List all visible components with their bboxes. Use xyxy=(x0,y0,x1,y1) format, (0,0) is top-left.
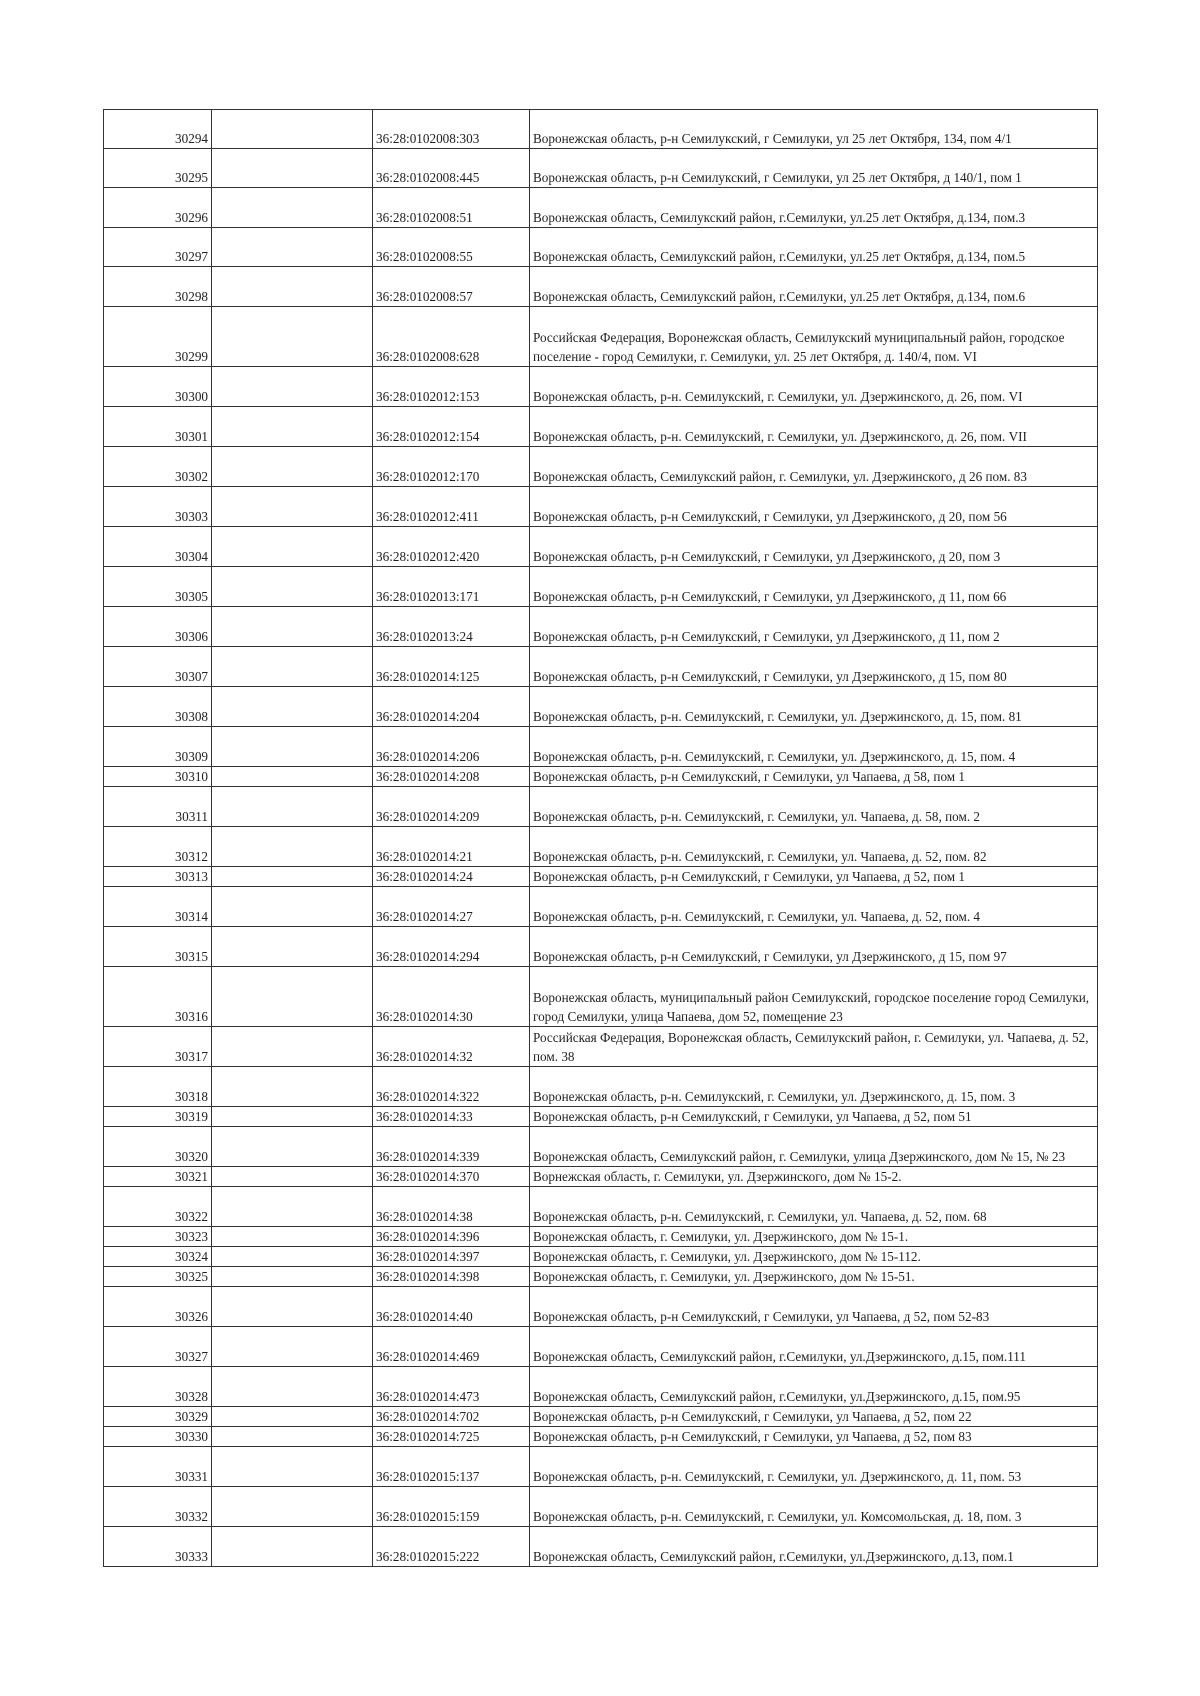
cadastral-number-cell: 36:28:0102014:24 xyxy=(373,867,530,887)
empty-cell xyxy=(212,228,373,267)
empty-cell xyxy=(212,1487,373,1527)
address-cell: Воронежская область, муниципальный район Семилукский, городское поселение город Семилуки, город Семилуки, улица Чапаева, дом 52, помещение 23 xyxy=(530,967,1098,1027)
table-row xyxy=(104,1427,1098,1447)
address-cell: Воронежская область, Семилукский район, г.Семилуки, ул.Дзержинского, д.15, пом.111 xyxy=(530,1327,1098,1367)
row-number-cell: 30326 xyxy=(104,1287,212,1327)
cadastral-number-cell: 36:28:0102013:171 xyxy=(373,567,530,607)
cadastral-number-cell: 36:28:0102014:398 xyxy=(373,1267,530,1287)
cadastral-number-cell: 36:28:0102014:40 xyxy=(373,1287,530,1327)
address-cell: Воронежская область, р-н. Семилукский, г. Семилуки, ул. Дзержинского, д. 15, пом. 4 xyxy=(530,727,1098,767)
table-row xyxy=(104,1187,1098,1227)
address-cell: Воронежская область, Семилукский район, г.Семилуки, ул.Дзержинского, д.15, пом.95 xyxy=(530,1367,1098,1407)
table-row xyxy=(104,967,1098,1027)
table-row xyxy=(104,727,1098,767)
cadastral-number-cell: 36:28:0102014:27 xyxy=(373,887,530,927)
address-cell: Российская Федерация, Воронежская область, Семилукский район, г. Семилуки, ул. Чапаева, д. 52, пом. 38 xyxy=(530,1027,1098,1067)
empty-cell xyxy=(212,887,373,927)
address-cell: Воронежская область, р-н Семилукский, г Семилуки, ул Дзержинского, д 11, пом 66 xyxy=(530,567,1098,607)
row-number-cell: 30296 xyxy=(104,188,212,228)
address-cell: Воронежская область, р-н Семилукский, г Семилуки, ул 25 лет Октября, д 140/1, пом 1 xyxy=(530,149,1098,188)
row-number-cell: 30329 xyxy=(104,1407,212,1427)
row-number-cell: 30298 xyxy=(104,267,212,307)
row-number-cell: 30325 xyxy=(104,1267,212,1287)
cadastral-number-cell: 36:28:0102008:57 xyxy=(373,267,530,307)
table-row xyxy=(104,827,1098,867)
empty-cell xyxy=(212,1027,373,1067)
empty-cell xyxy=(212,1167,373,1187)
address-cell: Воронежская область, р-н. Семилукский, г. Семилуки, ул. Чапаева, д. 52, пом. 82 xyxy=(530,827,1098,867)
cadastral-number-cell: 36:28:0102015:159 xyxy=(373,1487,530,1527)
empty-cell xyxy=(212,407,373,447)
table-row xyxy=(104,1027,1098,1067)
cadastral-number-cell: 36:28:0102012:154 xyxy=(373,407,530,447)
cadastral-number-cell: 36:28:0102008:628 xyxy=(373,307,530,367)
table-row xyxy=(104,767,1098,787)
address-cell: Воронежская область, р-н Семилукский, г Семилуки, ул Чапаева, д 52, пом 52-83 xyxy=(530,1287,1098,1327)
empty-cell xyxy=(212,267,373,307)
table-row xyxy=(104,188,1098,228)
cadastral-number-cell: 36:28:0102014:473 xyxy=(373,1367,530,1407)
address-cell: Воронежская область, Семилукский район, г.Семилуки, ул.25 лет Октября, д.134, пом.5 xyxy=(530,228,1098,267)
row-number-cell: 30316 xyxy=(104,967,212,1027)
address-cell: Воронежская область, г. Семилуки, ул. Дзержинского, дом № 15-112. xyxy=(530,1247,1098,1267)
cadastral-number-cell: 36:28:0102015:222 xyxy=(373,1527,530,1567)
empty-cell xyxy=(212,1267,373,1287)
empty-cell xyxy=(212,149,373,188)
empty-cell xyxy=(212,867,373,887)
table-row xyxy=(104,1067,1098,1107)
row-number-cell: 30319 xyxy=(104,1107,212,1127)
empty-cell xyxy=(212,188,373,228)
cadastral-number-cell: 36:28:0102013:24 xyxy=(373,607,530,647)
table-row xyxy=(104,1127,1098,1167)
table-row xyxy=(104,1247,1098,1267)
table-row xyxy=(104,687,1098,727)
cadastral-number-cell: 36:28:0102014:38 xyxy=(373,1187,530,1227)
row-number-cell: 30305 xyxy=(104,567,212,607)
cadastral-number-cell: 36:28:0102008:445 xyxy=(373,149,530,188)
address-cell: Воронежская область, г. Семилуки, ул. Дзержинского, дом № 15-51. xyxy=(530,1267,1098,1287)
cadastral-number-cell: 36:28:0102014:397 xyxy=(373,1247,530,1267)
address-cell: Воронежская область, р-н Семилукский, г Семилуки, ул Чапаева, д 52, пом 22 xyxy=(530,1407,1098,1427)
row-number-cell: 30299 xyxy=(104,307,212,367)
empty-cell xyxy=(212,1107,373,1127)
row-number-cell: 30312 xyxy=(104,827,212,867)
address-cell: Воронежская область, Семилукский район, г.Семилуки, ул.25 лет Октября, д.134, пом.3 xyxy=(530,188,1098,228)
row-number-cell: 30306 xyxy=(104,607,212,647)
empty-cell xyxy=(212,727,373,767)
address-cell: Воронежская область, Семилукский район, г. Семилуки, ул. Дзержинского, д 26 пом. 83 xyxy=(530,447,1098,487)
table-row xyxy=(104,1267,1098,1287)
row-number-cell: 30330 xyxy=(104,1427,212,1447)
empty-cell xyxy=(212,487,373,527)
address-cell: Воронежская область, р-н. Семилукский, г. Семилуки, ул. Дзержинского, д. 26, пом. VII xyxy=(530,407,1098,447)
registry-table xyxy=(103,109,1098,1567)
table-row xyxy=(104,1227,1098,1247)
table-row xyxy=(104,1487,1098,1527)
cadastral-number-cell: 36:28:0102014:208 xyxy=(373,767,530,787)
empty-cell xyxy=(212,1067,373,1107)
row-number-cell: 30294 xyxy=(104,110,212,149)
table-row xyxy=(104,1167,1098,1187)
address-cell: Воронежская область, р-н. Семилукский, г. Семилуки, ул. Чапаева, д. 52, пом. 4 xyxy=(530,887,1098,927)
row-number-cell: 30307 xyxy=(104,647,212,687)
empty-cell xyxy=(212,1187,373,1227)
empty-cell xyxy=(212,447,373,487)
cadastral-number-cell: 36:28:0102014:125 xyxy=(373,647,530,687)
row-number-cell: 30301 xyxy=(104,407,212,447)
registry-table-body xyxy=(104,110,1098,1567)
address-cell: Воронежская область, Семилукский район, г. Семилуки, улица Дзержинского, дом № 15, № 23 xyxy=(530,1127,1098,1167)
row-number-cell: 30309 xyxy=(104,727,212,767)
address-cell: Воронежская область, р-н. Семилукский, г. Семилуки, ул. Дзержинского, д. 26, пом. VI xyxy=(530,367,1098,407)
empty-cell xyxy=(212,527,373,567)
table-row xyxy=(104,1447,1098,1487)
row-number-cell: 30327 xyxy=(104,1327,212,1367)
address-cell: Воронежская область, р-н. Семилукский, г. Семилуки, ул. Комсомольская, д. 18, пом. 3 xyxy=(530,1487,1098,1527)
row-number-cell: 30308 xyxy=(104,687,212,727)
row-number-cell: 30318 xyxy=(104,1067,212,1107)
empty-cell xyxy=(212,567,373,607)
address-cell: Российская Федерация, Воронежская область, Семилукский муниципальный район, городское поселение - город Семилуки, г. Семилуки, ул. 25 лет Октября, д. 140/4, пом. VI xyxy=(530,307,1098,367)
cadastral-number-cell: 36:28:0102014:21 xyxy=(373,827,530,867)
row-number-cell: 30311 xyxy=(104,787,212,827)
cadastral-number-cell: 36:28:0102014:725 xyxy=(373,1427,530,1447)
empty-cell xyxy=(212,1527,373,1567)
table-row xyxy=(104,787,1098,827)
address-cell: Воронежская область, р-н. Семилукский, г. Семилуки, ул. Чапаева, д. 52, пом. 68 xyxy=(530,1187,1098,1227)
empty-cell xyxy=(212,687,373,727)
table-row xyxy=(104,407,1098,447)
cadastral-number-cell: 36:28:0102014:702 xyxy=(373,1407,530,1427)
table-row xyxy=(104,1107,1098,1127)
row-number-cell: 30300 xyxy=(104,367,212,407)
cadastral-number-cell: 36:28:0102008:55 xyxy=(373,228,530,267)
row-number-cell: 30331 xyxy=(104,1447,212,1487)
cadastral-number-cell: 36:28:0102014:33 xyxy=(373,1107,530,1127)
empty-cell xyxy=(212,767,373,787)
row-number-cell: 30324 xyxy=(104,1247,212,1267)
cadastral-number-cell: 36:28:0102014:469 xyxy=(373,1327,530,1367)
cadastral-number-cell: 36:28:0102008:303 xyxy=(373,110,530,149)
empty-cell xyxy=(212,927,373,967)
row-number-cell: 30295 xyxy=(104,149,212,188)
address-cell: Воронежская область, р-н. Семилукский, г. Семилуки, ул. Дзержинского, д. 15, пом. 3 xyxy=(530,1067,1098,1107)
table-row xyxy=(104,1327,1098,1367)
row-number-cell: 30310 xyxy=(104,767,212,787)
cadastral-number-cell: 36:28:0102008:51 xyxy=(373,188,530,228)
row-number-cell: 30321 xyxy=(104,1167,212,1187)
empty-cell xyxy=(212,1327,373,1367)
address-cell: Воронежская область, р-н Семилукский, г Семилуки, ул Дзержинского, д 11, пом 2 xyxy=(530,607,1098,647)
cadastral-number-cell: 36:28:0102014:204 xyxy=(373,687,530,727)
empty-cell xyxy=(212,1247,373,1267)
row-number-cell: 30314 xyxy=(104,887,212,927)
table-row xyxy=(104,267,1098,307)
row-number-cell: 30333 xyxy=(104,1527,212,1567)
row-number-cell: 30302 xyxy=(104,447,212,487)
cadastral-number-cell: 36:28:0102014:30 xyxy=(373,967,530,1027)
table-row xyxy=(104,1287,1098,1327)
address-cell: Воронежская область, р-н Семилукский, г Семилуки, ул Дзержинского, д 15, пом 97 xyxy=(530,927,1098,967)
table-row xyxy=(104,607,1098,647)
empty-cell xyxy=(212,607,373,647)
row-number-cell: 30297 xyxy=(104,228,212,267)
cadastral-number-cell: 36:28:0102014:339 xyxy=(373,1127,530,1167)
empty-cell xyxy=(212,1227,373,1247)
cadastral-number-cell: 36:28:0102014:396 xyxy=(373,1227,530,1247)
row-number-cell: 30313 xyxy=(104,867,212,887)
address-cell: Воронежская область, р-н Семилукский, г Семилуки, ул Чапаева, д 52, пом 1 xyxy=(530,867,1098,887)
table-row xyxy=(104,647,1098,687)
empty-cell xyxy=(212,367,373,407)
empty-cell xyxy=(212,110,373,149)
address-cell: Воронежская область, р-н Семилукский, г Семилуки, ул Чапаева, д 58, пом 1 xyxy=(530,767,1098,787)
cadastral-number-cell: 36:28:0102014:370 xyxy=(373,1167,530,1187)
cadastral-number-cell: 36:28:0102014:32 xyxy=(373,1027,530,1067)
address-cell: Воронежская область, р-н Семилукский, г Семилуки, ул 25 лет Октября, 134, пом 4/1 xyxy=(530,110,1098,149)
cadastral-number-cell: 36:28:0102014:206 xyxy=(373,727,530,767)
address-cell: Воронежская область, Семилукский район, г.Семилуки, ул.25 лет Октября, д.134, пом.6 xyxy=(530,267,1098,307)
table-row xyxy=(104,527,1098,567)
row-number-cell: 30328 xyxy=(104,1367,212,1407)
cadastral-number-cell: 36:28:0102015:137 xyxy=(373,1447,530,1487)
address-cell: Воронежская область, г. Семилуки, ул. Дзержинского, дом № 15-1. xyxy=(530,1227,1098,1247)
row-number-cell: 30315 xyxy=(104,927,212,967)
row-number-cell: 30304 xyxy=(104,527,212,567)
table-row xyxy=(104,887,1098,927)
empty-cell xyxy=(212,967,373,1027)
row-number-cell: 30323 xyxy=(104,1227,212,1247)
table-row xyxy=(104,487,1098,527)
address-cell: Воронежская область, р-н. Семилукский, г. Семилуки, ул. Дзержинского, д. 11, пом. 53 xyxy=(530,1447,1098,1487)
row-number-cell: 30320 xyxy=(104,1127,212,1167)
row-number-cell: 30322 xyxy=(104,1187,212,1227)
table-row xyxy=(104,567,1098,607)
row-number-cell: 30332 xyxy=(104,1487,212,1527)
empty-cell xyxy=(212,827,373,867)
empty-cell xyxy=(212,1447,373,1487)
address-cell: Воронежская область, р-н Семилукский, г Семилуки, ул Дзержинского, д 15, пом 80 xyxy=(530,647,1098,687)
address-cell: Воронежская область, р-н Семилукский, г Семилуки, ул Дзержинского, д 20, пом 56 xyxy=(530,487,1098,527)
table-row xyxy=(104,447,1098,487)
row-number-cell: 30317 xyxy=(104,1027,212,1067)
address-cell: Воронежская область, р-н Семилукский, г Семилуки, ул Дзержинского, д 20, пом 3 xyxy=(530,527,1098,567)
table-row xyxy=(104,867,1098,887)
address-cell: Воронежская область, Семилукский район, г.Семилуки, ул.Дзержинского, д.13, пом.1 xyxy=(530,1527,1098,1567)
table-row xyxy=(104,367,1098,407)
row-number-cell: 30303 xyxy=(104,487,212,527)
empty-cell xyxy=(212,787,373,827)
table-row xyxy=(104,110,1098,149)
table-row xyxy=(104,1407,1098,1427)
empty-cell xyxy=(212,1427,373,1447)
address-cell: Воронежская область, р-н. Семилукский, г. Семилуки, ул. Чапаева, д. 58, пом. 2 xyxy=(530,787,1098,827)
empty-cell xyxy=(212,1127,373,1167)
cadastral-number-cell: 36:28:0102012:153 xyxy=(373,367,530,407)
table-row xyxy=(104,927,1098,967)
table-row xyxy=(104,1527,1098,1567)
cadastral-number-cell: 36:28:0102014:294 xyxy=(373,927,530,967)
address-cell: Воронежская область, р-н Семилукский, г Семилуки, ул Чапаева, д 52, пом 83 xyxy=(530,1427,1098,1447)
cadastral-number-cell: 36:28:0102014:322 xyxy=(373,1067,530,1107)
empty-cell xyxy=(212,1367,373,1407)
empty-cell xyxy=(212,307,373,367)
address-cell: Воронежская область, р-н Семилукский, г Семилуки, ул Чапаева, д 52, пом 51 xyxy=(530,1107,1098,1127)
cadastral-number-cell: 36:28:0102012:170 xyxy=(373,447,530,487)
table-row xyxy=(104,1367,1098,1407)
cadastral-number-cell: 36:28:0102012:420 xyxy=(373,527,530,567)
address-cell: Ворнежская область, г. Семилуки, ул. Дзержинского, дом № 15-2. xyxy=(530,1167,1098,1187)
empty-cell xyxy=(212,1287,373,1327)
table-row xyxy=(104,307,1098,367)
table-row xyxy=(104,149,1098,188)
address-cell: Воронежская область, р-н. Семилукский, г. Семилуки, ул. Дзержинского, д. 15, пом. 81 xyxy=(530,687,1098,727)
cadastral-number-cell: 36:28:0102014:209 xyxy=(373,787,530,827)
table-row xyxy=(104,228,1098,267)
empty-cell xyxy=(212,647,373,687)
cadastral-number-cell: 36:28:0102012:411 xyxy=(373,487,530,527)
empty-cell xyxy=(212,1407,373,1427)
